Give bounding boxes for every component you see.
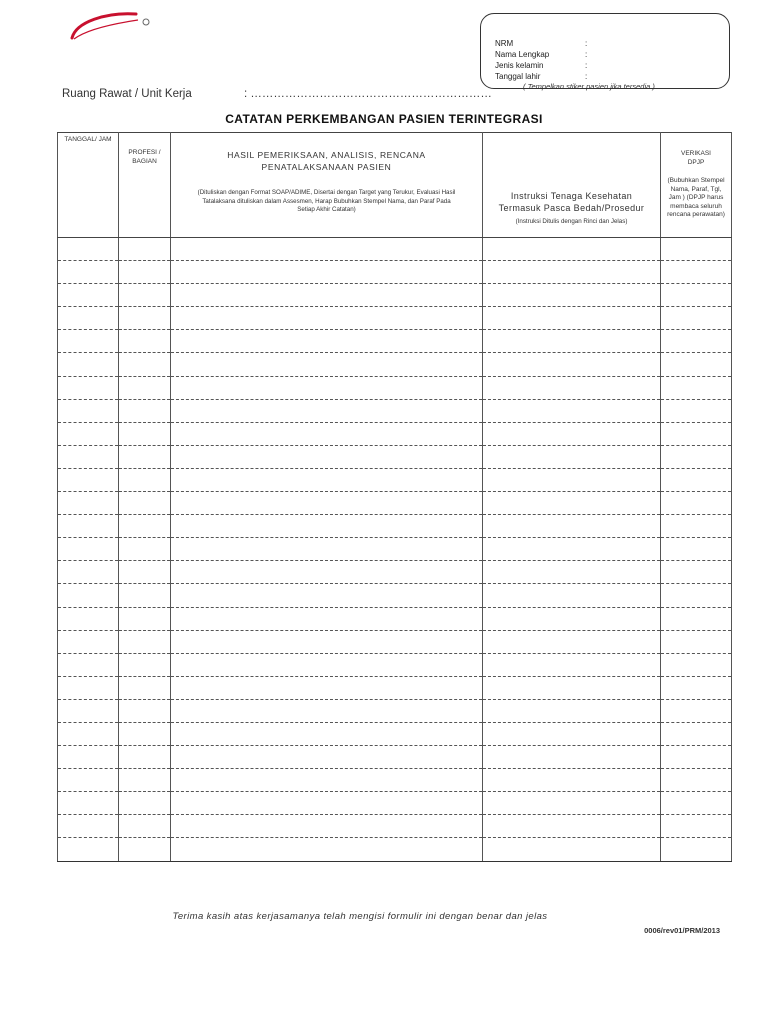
table-row <box>58 353 732 376</box>
instruction-cell[interactable] <box>483 330 661 353</box>
results-cell[interactable] <box>171 468 483 491</box>
results-cell[interactable] <box>171 399 483 422</box>
date-cell[interactable] <box>58 630 119 653</box>
profession-cell[interactable] <box>119 284 171 307</box>
table-row <box>58 261 732 284</box>
verification-cell[interactable] <box>661 284 732 307</box>
instruction-cell[interactable] <box>483 653 661 676</box>
results-cell[interactable] <box>171 769 483 792</box>
profession-cell[interactable] <box>119 399 171 422</box>
profession-cell[interactable] <box>119 746 171 769</box>
verification-cell[interactable] <box>661 422 732 445</box>
instruction-cell[interactable] <box>483 699 661 722</box>
table-row <box>58 445 732 468</box>
instruction-cell[interactable] <box>483 238 661 261</box>
date-cell[interactable] <box>58 815 119 838</box>
verification-column-note: (Bubuhkan Stempel Nama, Paraf, Tgl, Jam ) (DPJP harus membaca seluruh rencana perawatan) <box>667 177 725 218</box>
verification-cell[interactable] <box>661 792 732 815</box>
results-cell[interactable] <box>171 353 483 376</box>
table-row <box>58 307 732 330</box>
results-cell[interactable] <box>171 538 483 561</box>
date-cell[interactable] <box>58 422 119 445</box>
profession-cell[interactable] <box>119 607 171 630</box>
form-code: 0006/rev01/PRM/2013 <box>644 926 720 935</box>
results-cell[interactable] <box>171 561 483 584</box>
profession-cell[interactable] <box>119 838 171 861</box>
table-row <box>58 376 732 399</box>
verification-cell[interactable] <box>661 838 732 861</box>
table-row <box>58 515 732 538</box>
unit-field[interactable]: : ……………………………………………………… <box>244 88 492 100</box>
table-row <box>58 607 732 630</box>
verification-cell[interactable] <box>661 445 732 468</box>
progress-notes-table <box>57 132 732 862</box>
results-cell[interactable] <box>171 445 483 468</box>
results-cell[interactable] <box>171 630 483 653</box>
verification-cell[interactable] <box>661 630 732 653</box>
date-cell[interactable] <box>58 284 119 307</box>
verification-cell[interactable] <box>661 261 732 284</box>
date-cell[interactable] <box>58 330 119 353</box>
date-cell[interactable] <box>58 515 119 538</box>
profession-cell[interactable] <box>119 561 171 584</box>
date-cell[interactable] <box>58 353 119 376</box>
table-row <box>58 561 732 584</box>
instruction-cell[interactable] <box>483 792 661 815</box>
verification-cell[interactable] <box>661 376 732 399</box>
table-row <box>58 492 732 515</box>
results-cell[interactable] <box>171 607 483 630</box>
instruction-cell[interactable] <box>483 769 661 792</box>
date-cell[interactable] <box>58 838 119 861</box>
results-cell[interactable] <box>171 838 483 861</box>
verification-cell[interactable] <box>661 815 732 838</box>
profession-column-label: PROFESI / BAGIAN <box>128 149 161 165</box>
thanks-note: Terima kasih atas kerjasamanya telah mengisi formulir ini dengan benar dan jelas <box>172 911 548 922</box>
instruction-cell[interactable] <box>483 607 661 630</box>
results-cell[interactable] <box>171 792 483 815</box>
verification-cell[interactable] <box>661 607 732 630</box>
table-row <box>58 330 732 353</box>
verification-cell[interactable] <box>661 330 732 353</box>
profession-cell[interactable] <box>119 792 171 815</box>
profession-cell[interactable] <box>119 769 171 792</box>
date-cell[interactable] <box>58 653 119 676</box>
verification-cell[interactable] <box>661 468 732 491</box>
table-row <box>58 699 732 722</box>
results-cell[interactable] <box>171 261 483 284</box>
verification-cell[interactable] <box>661 538 732 561</box>
table-row <box>58 538 732 561</box>
verification-column-header <box>661 133 732 238</box>
date-cell[interactable] <box>58 584 119 607</box>
instruction-cell[interactable] <box>483 815 661 838</box>
nrm-label: NRM <box>495 39 514 48</box>
verification-cell[interactable] <box>661 746 732 769</box>
date-cell[interactable] <box>58 746 119 769</box>
results-cell[interactable] <box>171 284 483 307</box>
profession-cell[interactable] <box>119 722 171 745</box>
table-row <box>58 815 732 838</box>
table-body <box>58 238 732 862</box>
instruction-column-note: (Instruksi Ditulis dengan Rinci dan Jelas) <box>515 218 628 225</box>
table-row <box>58 653 732 676</box>
results-cell[interactable] <box>171 676 483 699</box>
verification-cell[interactable] <box>661 515 732 538</box>
date-column-header <box>58 133 119 238</box>
birth-date-field[interactable]: : <box>585 72 588 81</box>
table-row <box>58 769 732 792</box>
table-row <box>58 284 732 307</box>
verification-cell[interactable] <box>661 561 732 584</box>
patient-sticker-box <box>480 13 730 89</box>
verification-cell[interactable] <box>661 492 732 515</box>
results-cell[interactable] <box>171 515 483 538</box>
instruction-cell[interactable] <box>483 722 661 745</box>
instruction-column-header <box>483 133 661 238</box>
date-cell[interactable] <box>58 699 119 722</box>
results-cell[interactable] <box>171 653 483 676</box>
verification-cell[interactable] <box>661 353 732 376</box>
results-cell[interactable] <box>171 722 483 745</box>
profession-cell[interactable] <box>119 653 171 676</box>
verification-cell[interactable] <box>661 769 732 792</box>
results-column-header <box>171 133 483 238</box>
verification-cell[interactable] <box>661 584 732 607</box>
table-row <box>58 722 732 745</box>
instruction-cell[interactable] <box>483 515 661 538</box>
instruction-cell[interactable] <box>483 468 661 491</box>
table-row <box>58 630 732 653</box>
profession-cell[interactable] <box>119 238 171 261</box>
verification-cell[interactable] <box>661 722 732 745</box>
form-title: CATATAN PERKEMBANGAN PASIEN TERINTEGRASI <box>225 112 543 126</box>
instruction-cell[interactable] <box>483 307 661 330</box>
profession-cell[interactable] <box>119 815 171 838</box>
results-cell[interactable] <box>171 746 483 769</box>
profession-cell[interactable] <box>119 538 171 561</box>
date-cell[interactable] <box>58 561 119 584</box>
profession-cell[interactable] <box>119 353 171 376</box>
date-cell[interactable] <box>58 769 119 792</box>
results-cell[interactable] <box>171 307 483 330</box>
profession-cell[interactable] <box>119 376 171 399</box>
table-row <box>58 584 732 607</box>
profession-cell[interactable] <box>119 584 171 607</box>
verification-cell[interactable] <box>661 399 732 422</box>
profession-column-header <box>119 133 171 238</box>
instruction-cell[interactable] <box>483 630 661 653</box>
hospital-logo <box>66 8 166 44</box>
results-cell[interactable] <box>171 422 483 445</box>
date-cell[interactable] <box>58 492 119 515</box>
date-cell[interactable] <box>58 792 119 815</box>
table-header-row <box>58 133 732 238</box>
results-column-label: HASIL PEMERIKSAAN, ANALISIS, RENCANA PENATALAKSANAAN PASIEN <box>227 150 426 172</box>
date-cell[interactable] <box>58 607 119 630</box>
results-cell[interactable] <box>171 330 483 353</box>
date-cell[interactable] <box>58 399 119 422</box>
instruction-cell[interactable] <box>483 445 661 468</box>
date-cell[interactable] <box>58 307 119 330</box>
table-row <box>58 468 732 491</box>
profession-cell[interactable] <box>119 261 171 284</box>
profession-cell[interactable] <box>119 330 171 353</box>
gender-field[interactable]: : <box>585 61 588 70</box>
date-cell[interactable] <box>58 676 119 699</box>
full-name-field[interactable]: : <box>585 50 588 59</box>
profession-cell[interactable] <box>119 422 171 445</box>
table-row <box>58 792 732 815</box>
profession-cell[interactable] <box>119 445 171 468</box>
results-cell[interactable] <box>171 492 483 515</box>
date-cell[interactable] <box>58 376 119 399</box>
instruction-cell[interactable] <box>483 538 661 561</box>
verification-cell[interactable] <box>661 676 732 699</box>
profession-cell[interactable] <box>119 630 171 653</box>
results-cell[interactable] <box>171 376 483 399</box>
instruction-cell[interactable] <box>483 399 661 422</box>
nrm-field[interactable]: : <box>585 39 588 48</box>
unit-label: Ruang Rawat / Unit Kerja <box>62 88 192 100</box>
profession-cell[interactable] <box>119 492 171 515</box>
instruction-cell[interactable] <box>483 838 661 861</box>
table-row <box>58 238 732 261</box>
date-cell[interactable] <box>58 445 119 468</box>
verification-cell[interactable] <box>661 238 732 261</box>
verification-cell[interactable] <box>661 699 732 722</box>
profession-cell[interactable] <box>119 307 171 330</box>
profession-cell[interactable] <box>119 468 171 491</box>
verification-cell[interactable] <box>661 653 732 676</box>
verification-cell[interactable] <box>661 307 732 330</box>
date-cell[interactable] <box>58 538 119 561</box>
instruction-cell[interactable] <box>483 746 661 769</box>
instruction-cell[interactable] <box>483 353 661 376</box>
instruction-cell[interactable] <box>483 261 661 284</box>
instruction-cell[interactable] <box>483 561 661 584</box>
results-cell[interactable] <box>171 815 483 838</box>
results-cell[interactable] <box>171 699 483 722</box>
table-row <box>58 746 732 769</box>
gender-label: Jenis kelamin <box>495 61 544 70</box>
instruction-cell[interactable] <box>483 284 661 307</box>
date-cell[interactable] <box>58 238 119 261</box>
results-cell[interactable] <box>171 584 483 607</box>
table-row <box>58 676 732 699</box>
instruction-cell[interactable] <box>483 376 661 399</box>
table-row <box>58 422 732 445</box>
profession-cell[interactable] <box>119 676 171 699</box>
table-row <box>58 838 732 861</box>
table-row <box>58 399 732 422</box>
birth-date-label: Tanggal lahir <box>495 72 541 81</box>
instruction-cell[interactable] <box>483 422 661 445</box>
verification-column-label: VERIKASI DPJP <box>681 150 711 166</box>
date-cell[interactable] <box>58 722 119 745</box>
profession-cell[interactable] <box>119 699 171 722</box>
instruction-cell[interactable] <box>483 492 661 515</box>
date-cell[interactable] <box>58 261 119 284</box>
profession-cell[interactable] <box>119 515 171 538</box>
date-column-label: TANGGAL/ JAM <box>64 136 112 143</box>
sticker-note: ( Tempelkan stiker pasien jika tersedia ) <box>523 82 655 91</box>
instruction-cell[interactable] <box>483 676 661 699</box>
results-cell[interactable] <box>171 238 483 261</box>
instruction-column-label: Instruksi Tenaga Kesehatan Termasuk Pasca Bedah/Prosedur <box>498 191 645 213</box>
results-column-note: (Dituliskan dengan Format SOAP/ADIME, Disertai dengan Target yang Terukur, Evaluasi Hasil Tatalaksana dituliskan dalam Assesmen, Harap Bubuhkan Stempel Nama, dan Paraf Pada Setiap Akhir Catatan) <box>197 189 456 213</box>
instruction-cell[interactable] <box>483 584 661 607</box>
full-name-label: Nama Lengkap <box>495 50 550 59</box>
date-cell[interactable] <box>58 468 119 491</box>
